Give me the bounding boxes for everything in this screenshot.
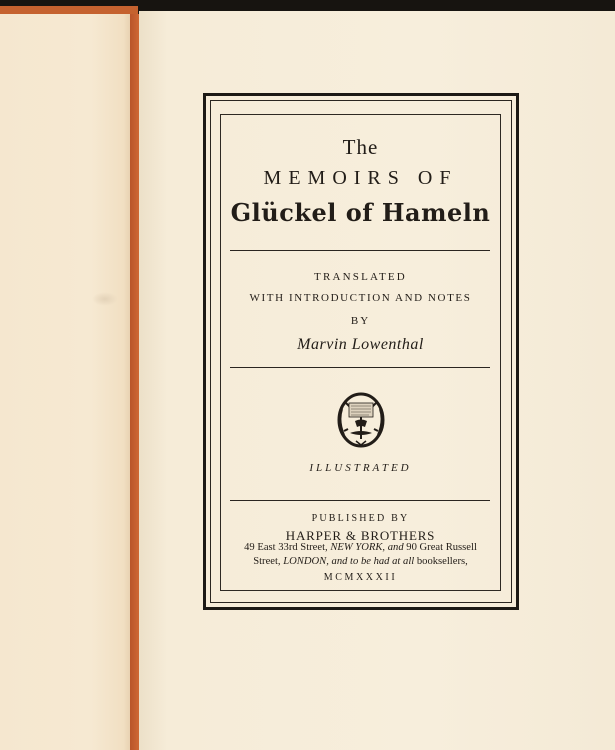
publisher-device-icon: [336, 391, 386, 449]
left-endpaper: [0, 14, 130, 750]
publisher-name: HARPER & BROTHERS: [285, 528, 436, 543]
title-the: The: [342, 135, 379, 159]
address-line-2: [220, 556, 501, 567]
address-had-at-all: and to be had at all: [331, 556, 415, 567]
illustrated-label: ILLUSTRATED: [309, 462, 412, 474]
title-memoirs: MEMOIRS OF: [263, 167, 458, 189]
address-and: and: [387, 542, 404, 553]
address-street: 49 East 33rd Street,: [244, 542, 331, 553]
publication-year: MCMXXXII: [323, 572, 398, 583]
address-london-street: 90 Great Russell: [403, 542, 477, 553]
rule-bottom: [230, 500, 490, 501]
intro-notes-label: WITH INTRODUCTION AND NOTES: [249, 292, 472, 304]
address-city-london: LONDON,: [283, 556, 329, 567]
translated-label: TRANSLATED: [314, 271, 407, 283]
paper-mark: [92, 292, 118, 306]
author-name: Marvin Lowenthal: [297, 336, 424, 353]
address-line-1: [220, 542, 501, 553]
rule-middle: [230, 367, 490, 368]
address-street-word: Street,: [253, 556, 284, 567]
address-booksellers: booksellers,: [414, 556, 468, 567]
published-by-label: PUBLISHED BY: [311, 513, 410, 524]
title-name: Glückel of Hameln: [230, 198, 491, 227]
address-city-newyork: NEW YORK,: [330, 542, 386, 553]
by-label: BY: [350, 315, 371, 327]
rule-top: [230, 250, 490, 251]
